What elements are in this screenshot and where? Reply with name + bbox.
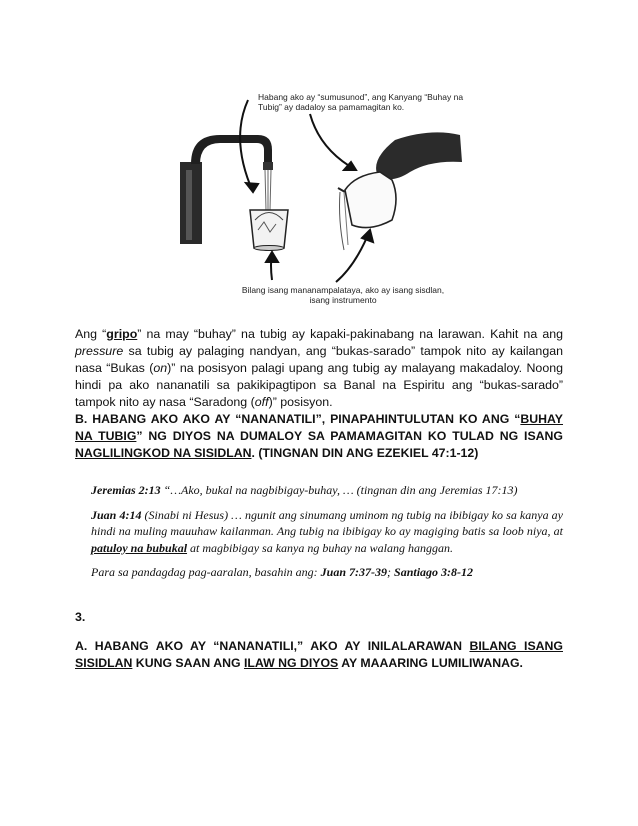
text: KUNG SAAN ANG [132, 656, 244, 670]
underlined-text: NAGLILINGKOD NA SISIDLAN [75, 446, 252, 460]
text: ” na may “buhay” na tubig ay kapaki-pakinabang na larawan. Kahit na ang [137, 327, 563, 341]
text: )” na posisyon palagi upang ang tubig ay malayang makadaloy. Noong hindi pa ako nananatili sa pakikipagtipon sa Banal na Espiritu ang “bukas-sarado” tampok nito ay nasa “Saradong ( [75, 361, 563, 409]
verse-jeremias [91, 482, 563, 499]
text: AY MAAARING LUMILIWANAG. [338, 656, 523, 670]
verse-reference: Juan 4:14 [91, 507, 142, 522]
verse-juan [91, 507, 563, 557]
verse-text: “…Ako, bukal na nagbibigay-buhay, … (tingnan din ang Jeremias 17:13) [160, 483, 518, 497]
hand-pitcher-icon [338, 132, 462, 250]
text: sa tubig ay palaging nandyan, ang “bukas-sarado” tampok nito ay kailangan nasa “Bukas ( [75, 344, 563, 375]
underlined-text: BILANG ISANG SISIDLAN [75, 639, 563, 670]
underlined-text: BUHAY NA TUBIG [75, 412, 563, 443]
text: Ang “ [75, 327, 107, 341]
study-intro: Para sa pandagdag pag-aaralan, basahin ang: [91, 565, 321, 579]
verse-text: at magbibigay sa kanya ng buhay na walang hanggan. [187, 540, 454, 555]
underlined-text: ILAW NG DIYOS [243, 656, 339, 670]
text: )” posisyon. [268, 395, 333, 409]
text: . (TINGNAN DIN ANG EZEKIEL 47:1-12) [251, 446, 479, 460]
study-reference: Santiago 3:8-12 [394, 565, 474, 579]
further-study [91, 564, 563, 581]
verse-emphasis: patuloy na bubukal [91, 540, 188, 555]
section-a-heading [75, 638, 563, 672]
section-number: 3. [75, 610, 86, 624]
figure-caption-bottom [228, 285, 458, 305]
verse-text: (Sinabi ni Hesus) … ngunit ang sinumang uminom ng tubig na ibibigay ko sa kanya ay hindi na muling mauuhaw kailanman. Ang tubig na ibibigay ko ay magiging batis sa loob niya, at [91, 507, 563, 538]
study-reference: Juan 7:37-39 [320, 565, 388, 579]
caption-bottom-line1: Bilang isang mananampalataya, ako ay isang sisdlan, [241, 285, 445, 295]
figure-caption-top [258, 92, 478, 112]
faucet-illustration [160, 80, 480, 310]
caption-top-line2: Tubig” ay dadaloy sa pamamagitan ko. [258, 102, 405, 112]
section-b-heading [75, 411, 563, 462]
caption-top-line1: Habang ako ay “sumusunod”, ang Kanyang “Buhay na [258, 92, 464, 102]
verse-reference: Jeremias 2:13 [91, 483, 161, 497]
separator: ; [387, 565, 395, 579]
emphasis-off: off [254, 395, 269, 409]
verse-list [91, 482, 563, 589]
emphasis-on: on [153, 361, 168, 375]
text: A. HABANG AKO AY “NANANATILI,” AKO AY INILALARAWAN [75, 639, 470, 653]
text: ” NG DIYOS NA DUMALOY SA PAMAMAGITAN KO TULAD NG ISANG [136, 429, 563, 443]
glass-icon [250, 210, 288, 251]
emphasis-pressure: pressure [75, 344, 124, 358]
text: B. HABANG AKO AKO AY “NANANATILI”, PINAPAHINTULUTAN KO ANG “ [75, 412, 521, 426]
body-paragraph [75, 326, 563, 411]
caption-bottom-line2: isang instrumento [309, 295, 377, 305]
emphasis-gripo: gripo [106, 327, 138, 341]
water-stream-icon [265, 170, 271, 210]
